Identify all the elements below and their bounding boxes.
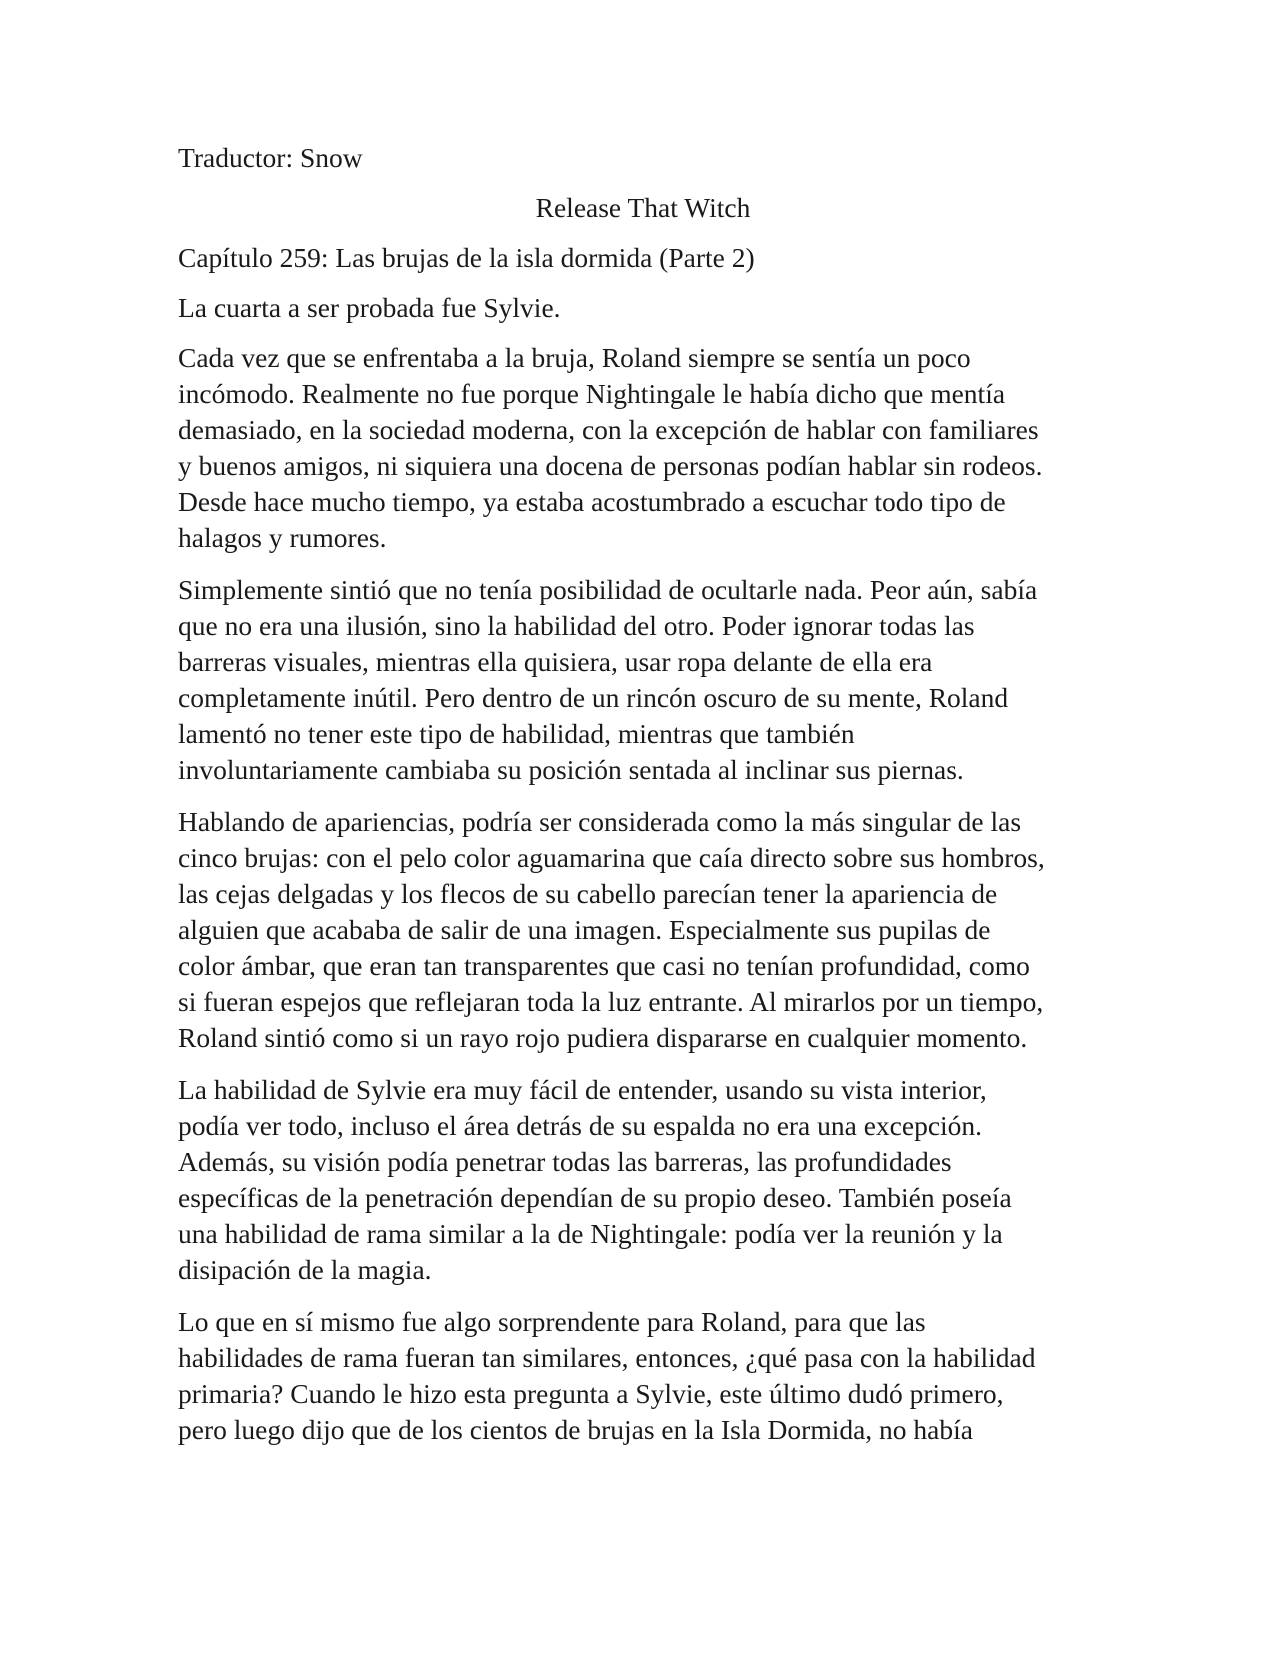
document-page <box>178 140 1108 1464</box>
paragraph-2 <box>178 572 1108 788</box>
paragraph-line: una habilidad de rama similar a la de Nightingale: podía ver la reunión y la <box>178 1218 1003 1249</box>
paragraph-5 <box>178 1304 1108 1448</box>
paragraph-line: Lo que en sí mismo fue algo sorprendente para Roland, para que las <box>178 1306 926 1337</box>
paragraph-line: podía ver todo, incluso el área detrás de su espalda no era una excepción. <box>178 1110 983 1141</box>
paragraph-4 <box>178 1072 1108 1288</box>
paragraph-line: cinco brujas: con el pelo color aguamarina que caía directo sobre sus hombros, <box>178 842 1045 873</box>
paragraph-line: Además, su visión podía penetrar todas las barreras, las profundidades <box>178 1146 952 1177</box>
paragraph-line: si fueran espejos que reflejaran toda la luz entrante. Al mirarlos por un tiempo, <box>178 986 1044 1017</box>
paragraph-line: pero luego dijo que de los cientos de brujas en la Isla Dormida, no había <box>178 1414 973 1445</box>
paragraph-1 <box>178 340 1108 556</box>
intro-paragraph: La cuarta a ser probada fue Sylvie. <box>178 292 561 323</box>
book-title: Release That Witch <box>535 192 751 223</box>
paragraph-line: Cada vez que se enfrentaba a la bruja, Roland siempre se sentía un poco <box>178 342 971 373</box>
chapter-heading: Capítulo 259: Las brujas de la isla dormida (Parte 2) <box>178 242 755 273</box>
paragraph-line: involuntariamente cambiaba su posición sentada al inclinar sus piernas. <box>178 754 964 785</box>
paragraph-line: específicas de la penetración dependían de su propio deseo. También poseía <box>178 1182 1012 1213</box>
paragraph-line: y buenos amigos, ni siquiera una docena de personas podían hablar sin rodeos. <box>178 450 1043 481</box>
paragraph-line: halagos y rumores. <box>178 522 387 553</box>
paragraph-line: incómodo. Realmente no fue porque Nightingale le había dicho que mentía <box>178 378 1006 409</box>
paragraph-line: las cejas delgadas y los flecos de su cabello parecían tener la apariencia de <box>178 878 998 909</box>
paragraph-line: habilidades de rama fueran tan similares, entonces, ¿qué pasa con la habilidad <box>178 1342 1036 1373</box>
paragraph-line: alguien que acababa de salir de una imagen. Especialmente sus pupilas de <box>178 914 991 945</box>
paragraph-line: primaria? Cuando le hizo esta pregunta a Sylvie, este último dudó primero, <box>178 1378 1004 1409</box>
paragraph-line: Roland sintió como si un rayo rojo pudiera dispararse en cualquier momento. <box>178 1022 1028 1053</box>
translator-credit: Traductor: Snow <box>178 142 363 173</box>
paragraph-line: barreras visuales, mientras ella quisiera, usar ropa delante de ella era <box>178 646 933 677</box>
paragraph-line: Simplemente sintió que no tenía posibilidad de ocultarle nada. Peor aún, sabía <box>178 574 1038 605</box>
paragraph-line: Hablando de apariencias, podría ser considerada como la más singular de las <box>178 806 1022 837</box>
paragraph-3 <box>178 804 1108 1056</box>
paragraph-line: Desde hace mucho tiempo, ya estaba acostumbrado a escuchar todo tipo de <box>178 486 1006 517</box>
paragraph-line: completamente inútil. Pero dentro de un rincón oscuro de su mente, Roland <box>178 682 1009 713</box>
paragraph-line: demasiado, en la sociedad moderna, con la excepción de hablar con familiares <box>178 414 1039 445</box>
paragraph-line: disipación de la magia. <box>178 1254 432 1285</box>
paragraph-line: La habilidad de Sylvie era muy fácil de entender, usando su vista interior, <box>178 1074 987 1105</box>
paragraph-line: color ámbar, que eran tan transparentes que casi no tenían profundidad, como <box>178 950 1030 981</box>
paragraph-line: que no era una ilusión, sino la habilidad del otro. Poder ignorar todas las <box>178 610 975 641</box>
paragraph-line: lamentó no tener este tipo de habilidad, mientras que también <box>178 718 855 749</box>
